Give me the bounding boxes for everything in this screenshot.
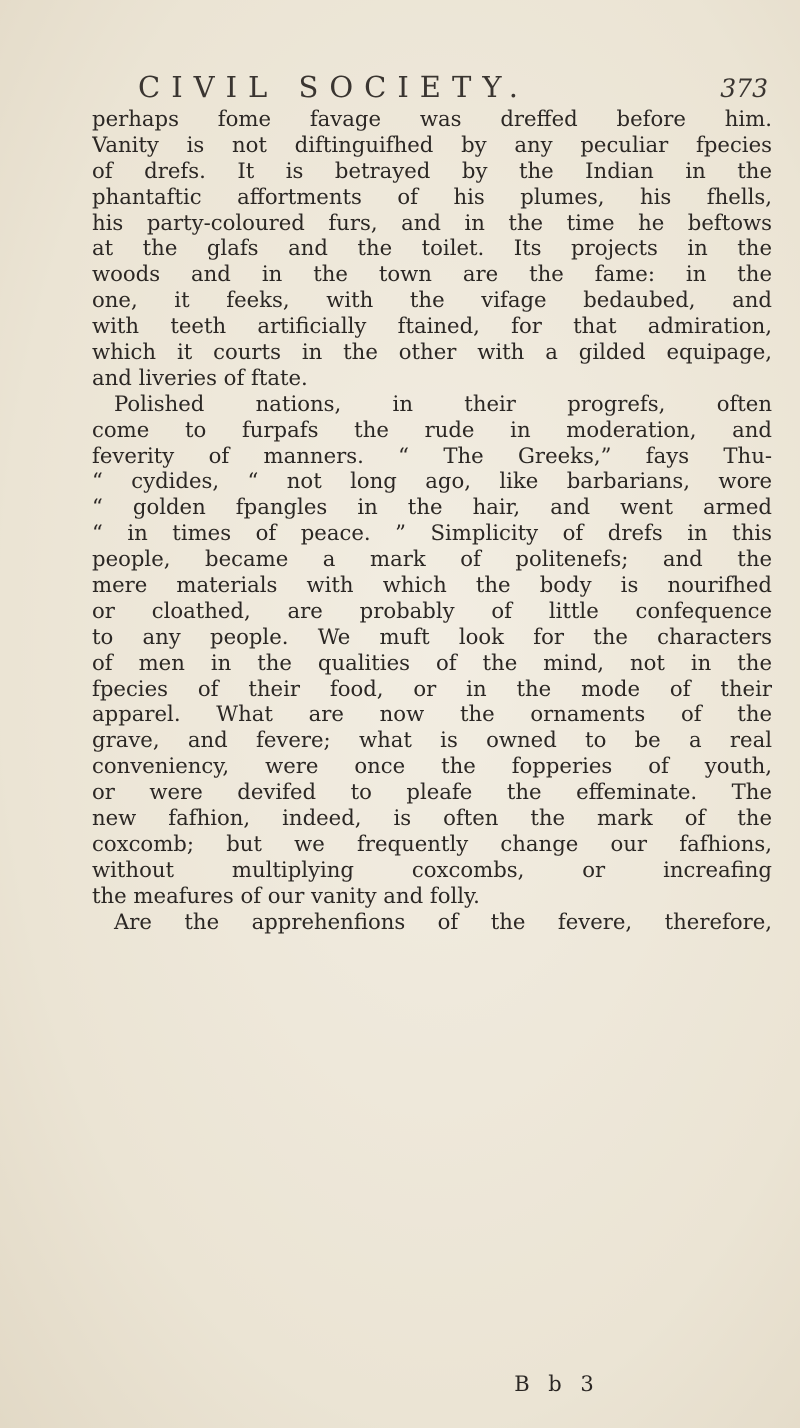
text-line: conveniency, were once the fopperies of youth, bbox=[92, 753, 772, 779]
text-line: woods and in the town are the fame: in the bbox=[92, 261, 772, 287]
text-line: to any people. We muft look for the characters bbox=[92, 623, 772, 649]
text-line: “ in times of peace. ” Simplicity of drefs in this bbox=[92, 520, 772, 546]
text-line: Are the apprehenfions of the fevere, therefore, bbox=[114, 908, 772, 934]
text-line: his party-coloured furs, and in the time he beftows bbox=[92, 209, 772, 235]
text-line: “ golden fpangles in the hair, and went armed bbox=[92, 494, 772, 520]
text-line: one, it feeks, with the vifage bedaubed, and bbox=[92, 287, 772, 313]
text-line: mere materials with which the body is nourifhed bbox=[92, 572, 772, 598]
text-line: Polished nations, in their progrefs, often bbox=[114, 390, 772, 416]
text-line: phantaftic affortments of his plumes, his fhells, bbox=[92, 183, 772, 209]
text-line: new fafhion, indeed, is often the mark of the bbox=[92, 805, 772, 831]
text-line: fpecies of their food, or in the mode of their bbox=[92, 675, 772, 701]
text-line: of men in the qualities of the mind, not in the bbox=[92, 649, 772, 675]
text-line: with teeth artificially ftained, for that admiration, bbox=[92, 313, 772, 339]
running-title: CIVIL SOCIETY. bbox=[138, 70, 529, 104]
text-line: perhaps fome favage was dreffed before him. bbox=[92, 106, 772, 131]
text-line: Vanity is not diftinguifhed by any peculiar fpecies bbox=[92, 131, 772, 157]
text-line: come to furpafs the rude in moderation, and bbox=[92, 416, 772, 442]
text-line: coxcomb; but we frequently change our fafhions, bbox=[92, 830, 772, 856]
text-line: at the glafs and the toilet. Its projects in the bbox=[92, 235, 772, 261]
text-line: grave, and fevere; what is owned to be a real bbox=[92, 727, 772, 753]
text-line: people, became a mark of politenefs; and the bbox=[92, 546, 772, 572]
text-line: and liveries of ftate. bbox=[92, 364, 308, 390]
text-line: the meafures of our vanity and folly. bbox=[92, 882, 480, 908]
text-line: feverity of manners. “ The Greeks,” fays Thu- bbox=[92, 442, 772, 468]
text-line: or cloathed, are probably of little confequence bbox=[92, 597, 772, 623]
text-line: apparel. What are now the ornaments of the bbox=[92, 701, 772, 727]
text-line: of drefs. It is betrayed by the Indian in the bbox=[92, 157, 772, 183]
text-line: which it courts in the other with a gilded equipage, bbox=[92, 339, 772, 365]
text-line: without multiplying coxcombs, or increafing bbox=[92, 856, 772, 882]
page-number: 373 bbox=[720, 74, 768, 103]
signature-mark: B b 3 bbox=[514, 1372, 600, 1396]
body-text bbox=[92, 106, 772, 935]
text-line: or were devifed to pleafe the effeminate. The bbox=[92, 779, 772, 805]
text-line: “ cydides, “ not long ago, like barbarians, wore bbox=[92, 468, 772, 494]
running-head bbox=[138, 70, 768, 110]
